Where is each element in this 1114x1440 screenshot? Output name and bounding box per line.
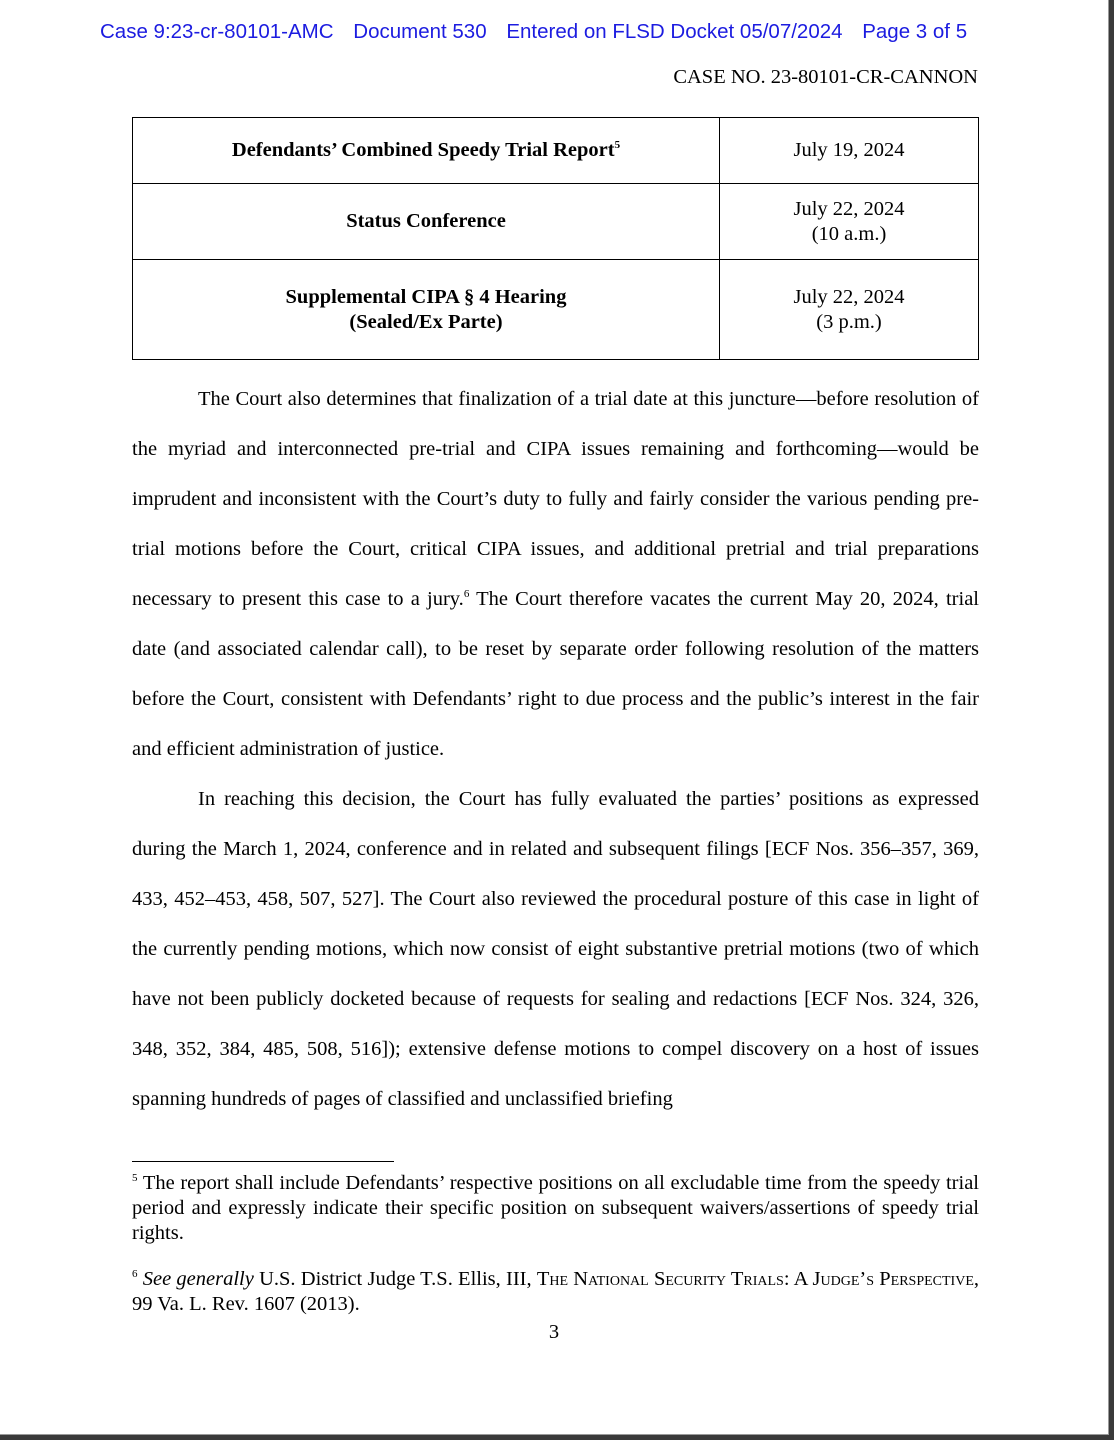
paragraph: In reaching this decision, the Court has fully evaluated the parties’ positions as expressed during the March 1, 2024, conference and in related and subsequent filings [ECF Nos. 356–357, 369, 433, 452–453, 458, 507, 527]. The Court also reviewed the procedural posture of this case in light of the currently pending motions, which now consist of eight substantive pretrial motions (two of which have not been publicly docketed because of requests for sealing and redactions [ECF Nos. 324, 326, 348, 352, 384, 485, 508, 516]); extensive defense motions to compel discovery on a host of issues spanning hundreds of pages of classified and unclassified briefing (132, 788, 979, 1110)
stamp-page: Page 3 of 5 (862, 20, 968, 43)
table-row (133, 260, 979, 360)
stamp-document: Document 530 (353, 20, 487, 43)
event-cell: Status Conference (133, 184, 720, 260)
stamp-case: Case 9:23-cr-80101-AMC (100, 20, 334, 43)
table-row (133, 184, 979, 260)
footnote-ref: 5 (614, 139, 621, 152)
date-cell: July 22, 2024 (3 p.m.) (720, 260, 979, 360)
date-cell: July 19, 2024 (720, 118, 979, 184)
event-cell: Supplemental CIPA § 4 Hearing (Sealed/Ex Parte) (133, 260, 720, 360)
schedule-table (132, 117, 979, 360)
body-text (132, 374, 979, 1124)
table-row (133, 118, 979, 184)
footnote-ref: 6 (463, 588, 470, 601)
event-cell: Defendants’ Combined Speedy Trial Report$^5$ (133, 118, 720, 184)
case-number: CASE NO. 23-80101-CR-CANNON (673, 66, 978, 88)
footnote-5: $^5$ The report shall include Defendants’ respective positions on all excludable time from the speedy trial period and expressly indicate their specific position on subsequent waivers/assertions of speedy trial rights. (132, 1172, 979, 1244)
cited-title: The National Security Trials: A Judge’s Perspective (536, 1268, 974, 1290)
footnote-divider (132, 1161, 394, 1162)
page-number: 3 (548, 1321, 560, 1343)
stamp-entered: Entered on FLSD Docket 05/07/2024 (506, 20, 843, 43)
paragraph: The Court also determines that finalization of a trial date at this juncture—before resolution of the myriad and interconnected pre-trial and CIPA issues remaining and forthcoming—would be imprudent and inconsistent with the Court’s duty to fully and fairly consider the various pending pre-trial motions before the Court, critical CIPA issues, and additional pretrial and trial preparations necessary to present this case to a jury.$^6$ The Court therefore vacates the current May 20, 2024, trial date (and associated calendar call), to be reset by separate order following resolution of the matters before the Court, consistent with Defendants’ right to due process and the public’s interest in the fair and efficient administration of justice. (132, 388, 979, 760)
docket-header-stamp (100, 20, 981, 44)
date-cell: July 22, 2024 (10 a.m.) (720, 184, 979, 260)
footnote-6: $^6$ See generally U.S. District Judge T.S. Ellis, III, The National Security Trials: A Judge’s Perspective, 99 Va. L. Rev. 1607 (2013). (132, 1268, 980, 1315)
